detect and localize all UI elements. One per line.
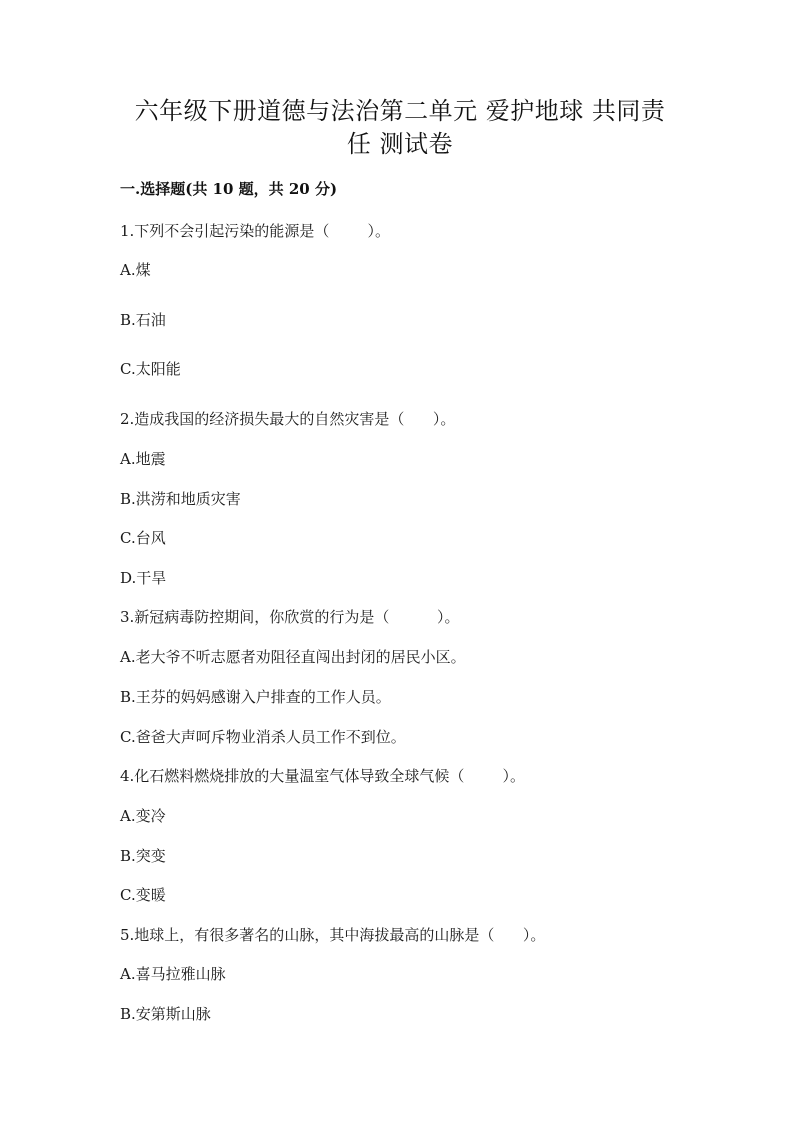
question-3-option-b: B.王芬的妈妈感谢入户排查的工作人员。 bbox=[120, 688, 391, 706]
question-5-stem: 5.地球上，有很多著名的山脉，其中海拔最高的山脉是（ ）。 bbox=[120, 926, 546, 944]
page-title bbox=[100, 95, 700, 161]
question-4-option-a: A.变冷 bbox=[120, 807, 166, 825]
page-title-line-1: 六年级下册道德与法治第二单元 爱护地球 共同责 bbox=[134, 97, 666, 125]
question-4-option-b: B.突变 bbox=[120, 847, 166, 865]
section-heading: 一.选择题(共 10 题，共 20 分) bbox=[120, 180, 338, 198]
question-3-option-a: A.老大爷不听志愿者劝阻径直闯出封闭的居民小区。 bbox=[120, 648, 466, 666]
question-2-option-a: A.地震 bbox=[120, 450, 166, 468]
question-4-option-c: C.变暖 bbox=[120, 886, 166, 904]
question-4-stem: 4.化石燃料燃烧排放的大量温室气体导致全球气候（ ）。 bbox=[120, 767, 525, 785]
question-3-stem: 3.新冠病毒防控期间，你欣赏的行为是（ ）。 bbox=[120, 608, 460, 626]
question-5-option-a: A.喜马拉雅山脉 bbox=[120, 965, 226, 983]
question-1-option-b: B.石油 bbox=[120, 311, 166, 329]
question-3-option-c: C.爸爸大声呵斥物业消杀人员工作不到位。 bbox=[120, 728, 406, 746]
question-5-option-b: B.安第斯山脉 bbox=[120, 1005, 211, 1023]
question-2-stem: 2.造成我国的经济损失最大的自然灾害是（ ）。 bbox=[120, 410, 456, 428]
question-2-option-c: C.台风 bbox=[120, 529, 166, 547]
question-1-stem: 1.下列不会引起污染的能源是（ ）。 bbox=[120, 222, 390, 240]
question-2-option-b: B.洪涝和地质灾害 bbox=[120, 490, 241, 508]
question-1-option-a: A.煤 bbox=[120, 261, 151, 279]
question-2-option-d: D.干旱 bbox=[120, 569, 167, 587]
page-title-line-2: 任 测试卷 bbox=[346, 130, 454, 158]
question-1-option-c: C.太阳能 bbox=[120, 360, 181, 378]
